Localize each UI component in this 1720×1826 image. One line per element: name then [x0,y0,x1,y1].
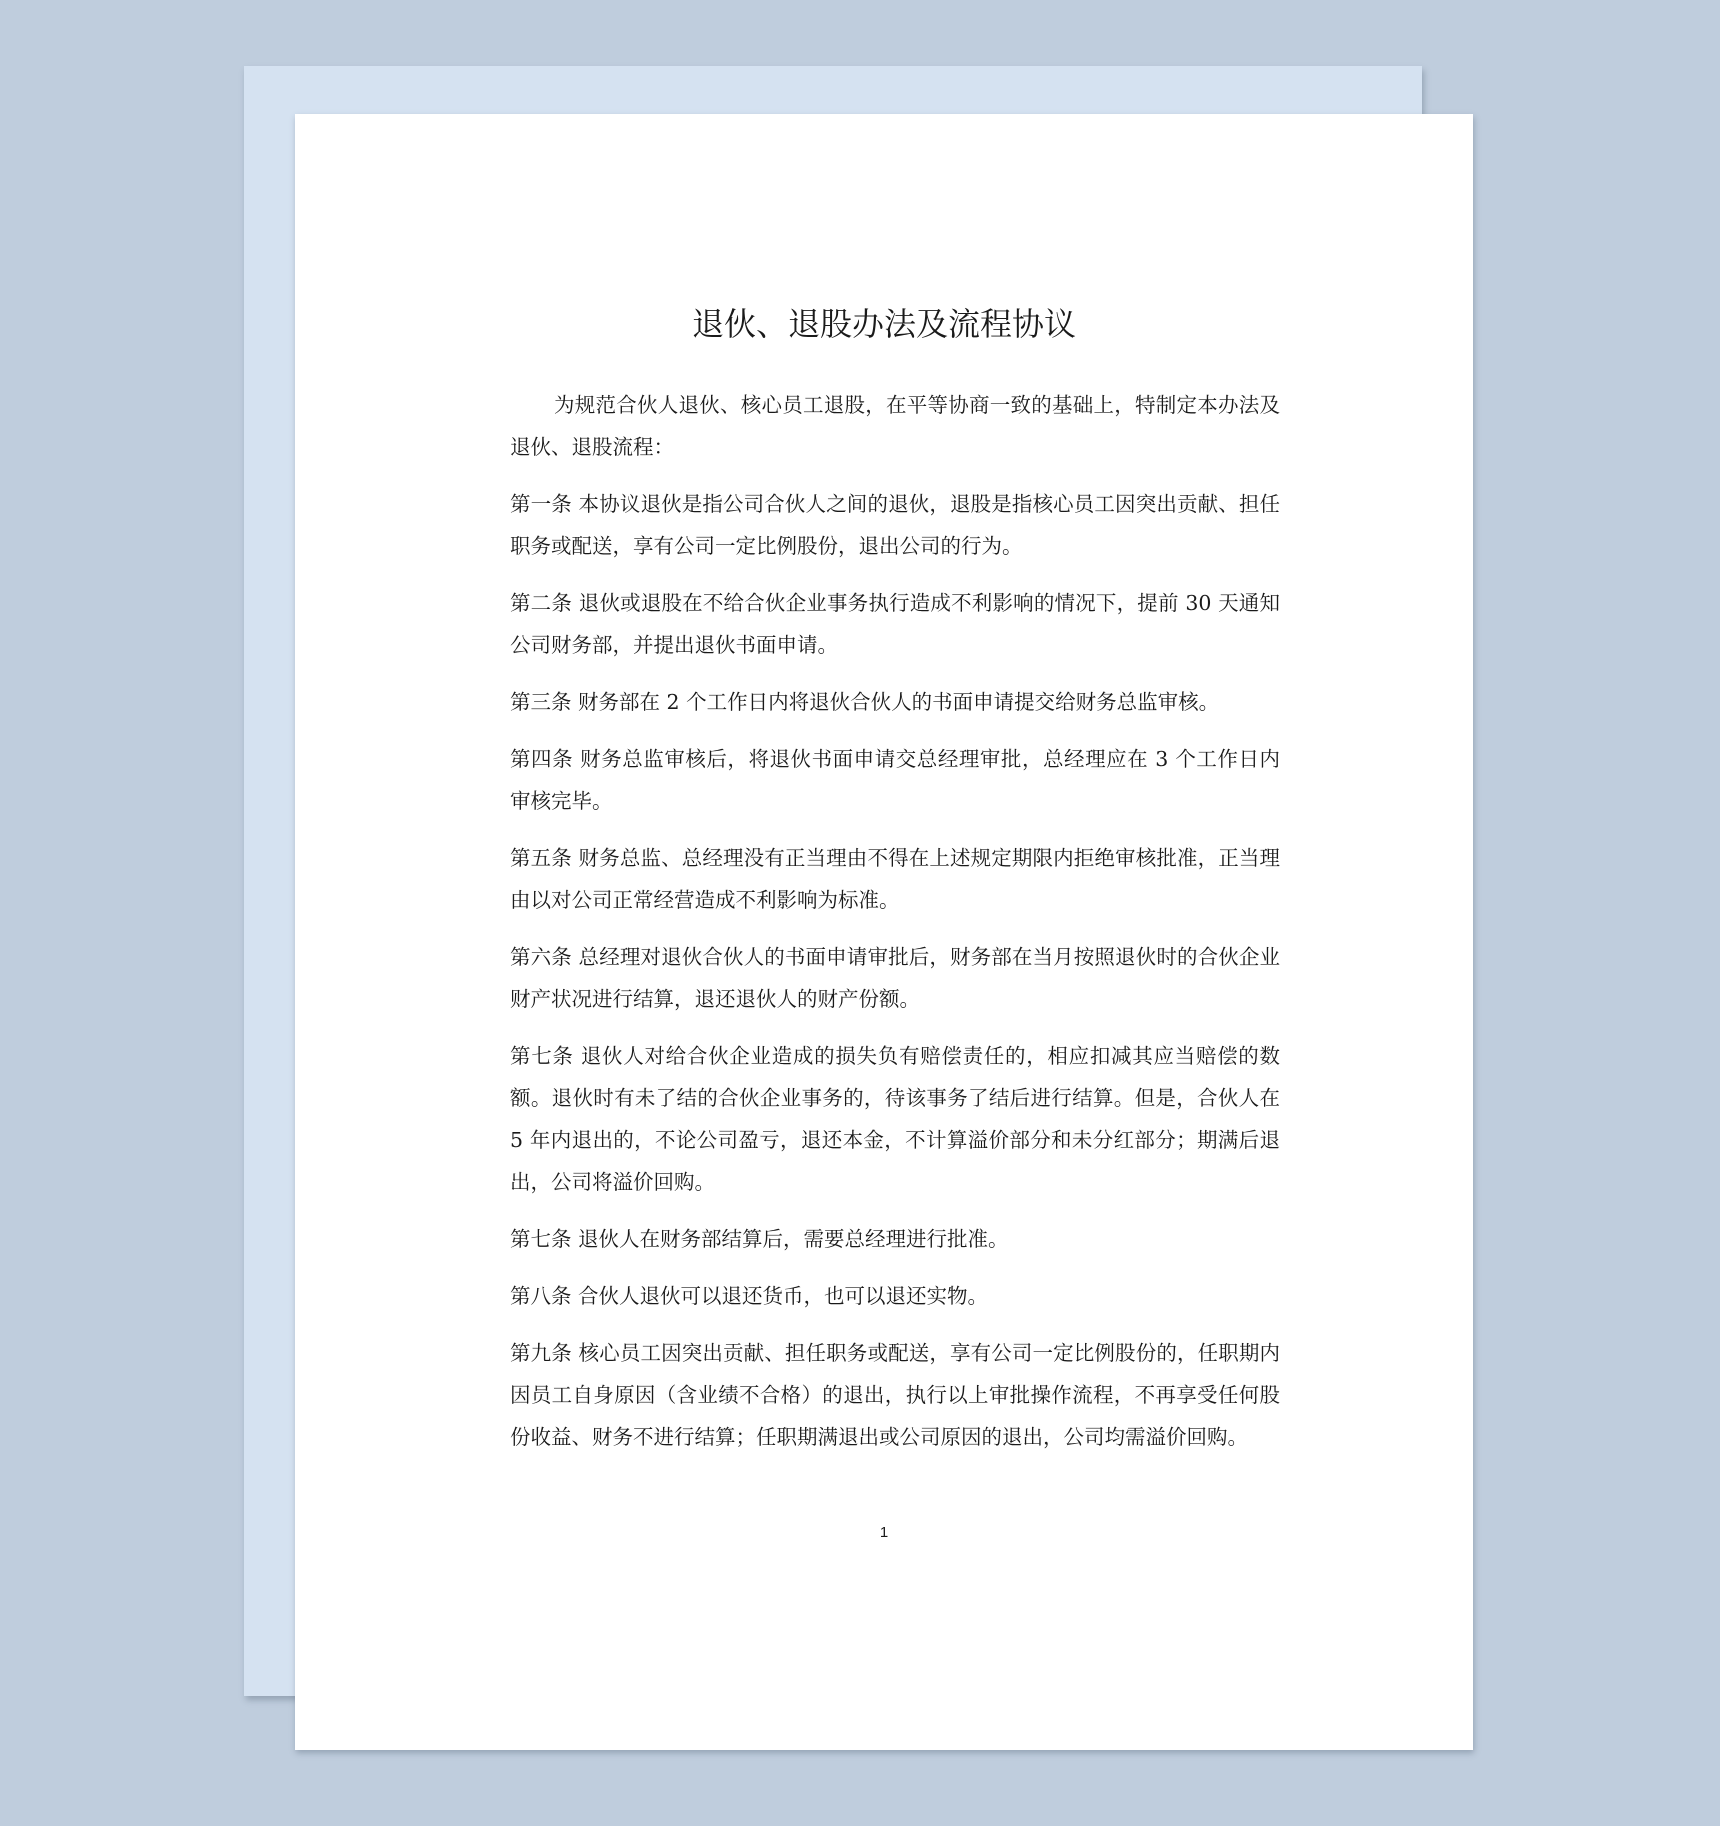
clause-7: 第七条 退伙人对给合伙企业造成的损失负有赔偿责任的，相应扣减其应当赔偿的数额。退伙时有未了结的合伙企业事务的，待该事务了结后进行结算。但是，合伙人在 5 年内退出的，不论公司盈亏，退还本金，不计算溢价部分和未分红部分；期满后退出，公司将溢价回购。 [510,1044,1280,1194]
document-title: 退伙、退股办法及流程协议 [691,305,1076,343]
clause-3: 第三条 财务部在 2 个工作日内将退伙合伙人的书面申请提交给财务总监审核。 [510,690,1220,714]
intro-paragraph: 为规范合伙人退伙、核心员工退股，在平等协商一致的基础上，特制定本办法及退伙、退股流程： [510,393,1280,459]
clause-5: 第五条 财务总监、总经理没有正当理由不得在上述规定期限内拒绝审核批准，正当理由以对公司正常经营造成不利影响为标准。 [510,846,1280,912]
clause-9: 第九条 核心员工因突出贡献、担任职务或配送，享有公司一定比例股份的，任职期内因员工自身原因（含业绩不合格）的退出，执行以上审批操作流程，不再享受任何股份收益、财务不进行结算；任职期满退出或公司原因的退出，公司均需溢价回购。 [510,1341,1280,1449]
clause-6: 第六条 总经理对退伙合伙人的书面申请审批后，财务部在当月按照退伙时的合伙企业财产状况进行结算，退还退伙人的财产份额。 [510,945,1280,1011]
page-number: 1 [879,1524,889,1541]
clause-7-second: 第七条 退伙人在财务部结算后，需要总经理进行批准。 [510,1227,1009,1251]
document-body [510,384,1280,1473]
clause-1: 第一条 本协议退伙是指公司合伙人之间的退伙，退股是指核心员工因突出贡献、担任职务或配送，享有公司一定比例股份，退出公司的行为。 [510,492,1280,558]
clause-2: 第二条 退伙或退股在不给合伙企业事务执行造成不利影响的情况下，提前 30 天通知公司财务部，并提出退伙书面申请。 [510,591,1280,657]
clause-4: 第四条 财务总监审核后，将退伙书面申请交总经理审批，总经理应在 3 个工作日内审核完毕。 [510,747,1280,813]
document-page [295,114,1473,1750]
clause-8: 第八条 合伙人退伙可以退还货币，也可以退还实物。 [510,1284,989,1308]
